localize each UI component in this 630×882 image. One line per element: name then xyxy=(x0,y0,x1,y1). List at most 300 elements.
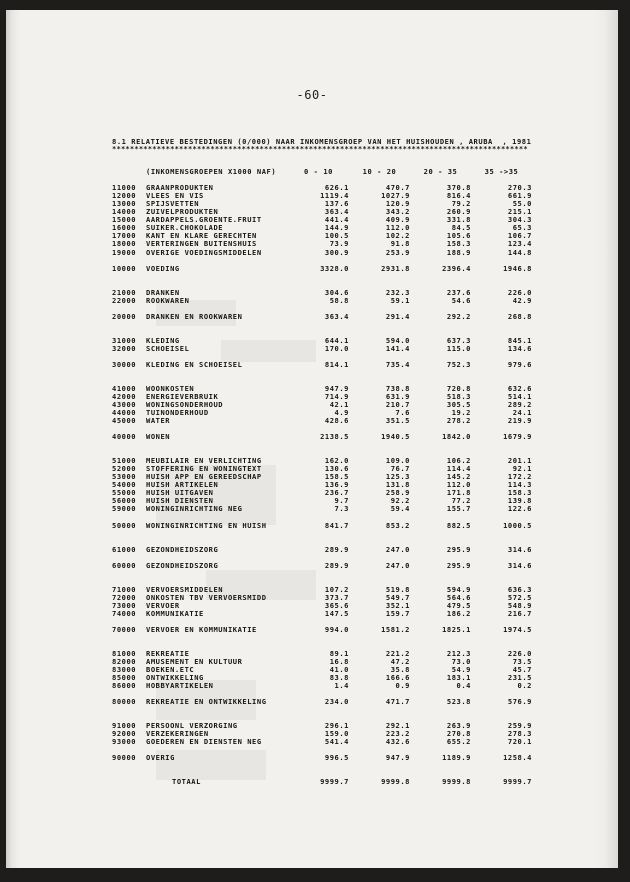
total-code-spacer xyxy=(112,778,146,786)
row-value-3: 278.3 xyxy=(507,729,532,739)
row-label: SPIJSVETTEN xyxy=(146,199,200,209)
row-value-2: 752.3 xyxy=(446,359,471,369)
row-label: VERVOERSMIDDELEN xyxy=(146,584,224,594)
row-value-0: 947.9 xyxy=(324,383,349,393)
row-value-0: 4.9 xyxy=(334,408,349,418)
row-value-0: 373.7 xyxy=(324,592,349,602)
row-value-1: 7.6 xyxy=(395,408,410,418)
row-label: AMUSEMENT EN KULTUUR xyxy=(146,656,243,666)
row-value-1: 232.3 xyxy=(385,287,410,297)
row-code: 50000 xyxy=(112,520,137,530)
row-value-1: 92.2 xyxy=(390,496,410,506)
row-code: 13000 xyxy=(112,199,137,209)
header-code-spacer xyxy=(112,168,146,176)
row-value-1: 1581.2 xyxy=(381,624,410,634)
row-code: 92000 xyxy=(112,729,137,739)
row-label: STOFFERING EN WONINGTEXT xyxy=(146,464,262,474)
table-row-subtotal xyxy=(112,361,532,369)
table-header-row xyxy=(112,168,532,176)
row-code: 91000 xyxy=(112,721,137,731)
row-value-2: 1842.0 xyxy=(442,432,471,442)
row-label: GOEDEREN EN DIENSTEN NEG xyxy=(146,737,262,747)
table-row xyxy=(112,249,532,257)
row-code: 82000 xyxy=(112,656,137,666)
row-code: 74000 xyxy=(112,608,137,618)
page-content xyxy=(6,10,618,868)
row-value-2: 720.8 xyxy=(446,383,471,393)
row-label: KLEDING EN SCHOEISEL xyxy=(146,359,243,369)
total-value-0: 9999.7 xyxy=(320,777,349,787)
row-value-0: 137.6 xyxy=(324,199,349,209)
row-value-3: 73.5 xyxy=(512,656,532,666)
row-code: 71000 xyxy=(112,584,137,594)
row-value-3: 122.6 xyxy=(507,504,532,514)
row-value-2: 186.2 xyxy=(446,608,471,618)
row-value-0: 814.1 xyxy=(324,359,349,369)
table-row-subtotal xyxy=(112,698,532,706)
row-value-2: 84.5 xyxy=(451,223,471,233)
row-value-3: 42.9 xyxy=(512,295,532,305)
row-value-3: 24.1 xyxy=(512,408,532,418)
row-value-2: 145.2 xyxy=(446,472,471,482)
row-value-2: 305.5 xyxy=(446,399,471,409)
row-code: 41000 xyxy=(112,383,137,393)
row-value-1: 631.9 xyxy=(385,391,410,401)
row-value-3: 1000.5 xyxy=(503,520,532,530)
row-label: WOONKOSTEN xyxy=(146,383,195,393)
table-row-subtotal xyxy=(112,562,532,570)
row-value-1: 471.7 xyxy=(385,697,410,707)
row-value-1: 253.9 xyxy=(385,247,410,257)
row-value-0: 304.6 xyxy=(324,287,349,297)
row-value-0: 1.4 xyxy=(334,681,349,691)
row-value-1: 343.2 xyxy=(385,207,410,217)
row-code: 42000 xyxy=(112,391,137,401)
row-value-2: 594.9 xyxy=(446,584,471,594)
row-value-2: 54.9 xyxy=(451,664,471,674)
row-label: VERVOER xyxy=(146,600,180,610)
row-value-2: 114.4 xyxy=(446,464,471,474)
row-value-0: 541.4 xyxy=(324,737,349,747)
row-code: 55000 xyxy=(112,488,137,498)
row-value-0: 107.2 xyxy=(324,584,349,594)
row-code: 72000 xyxy=(112,592,137,602)
column-header-1: 10 - 20 xyxy=(362,167,397,177)
row-value-0: 7.3 xyxy=(334,504,349,514)
row-label: ONTWIKKELING xyxy=(146,673,204,683)
row-value-1: 292.1 xyxy=(385,721,410,731)
row-label: KANT EN KLARE GERECHTEN xyxy=(146,231,257,241)
row-code: 80000 xyxy=(112,697,137,707)
row-value-0: 83.8 xyxy=(329,673,349,683)
row-value-3: 289.2 xyxy=(507,399,532,409)
row-value-3: 576.9 xyxy=(507,697,532,707)
row-spacer xyxy=(112,530,532,546)
row-value-2: 106.2 xyxy=(446,456,471,466)
row-value-2: 54.6 xyxy=(451,295,471,305)
row-spacer xyxy=(112,570,532,586)
row-code: 93000 xyxy=(112,737,137,747)
row-code: 83000 xyxy=(112,664,137,674)
column-header-3: 35 ->35 xyxy=(484,167,519,177)
row-code: 30000 xyxy=(112,359,137,369)
row-value-0: 1119.4 xyxy=(320,191,349,201)
row-label: HUISH UITGAVEN xyxy=(146,488,214,498)
row-value-0: 441.4 xyxy=(324,215,349,225)
row-value-1: 141.4 xyxy=(385,343,410,353)
column-header-0: 0 - 10 xyxy=(304,167,333,177)
row-label: MEUBILAIR EN VERLICHTING xyxy=(146,456,262,466)
row-label: HUISH APP EN GEREEDSCHAP xyxy=(146,472,262,482)
page-number: -60- xyxy=(296,88,328,102)
row-value-3: 226.0 xyxy=(507,648,532,658)
total-value-3: 9999.7 xyxy=(503,777,532,787)
row-value-1: 258.9 xyxy=(385,488,410,498)
row-value-1: 210.7 xyxy=(385,399,410,409)
row-value-2: 295.9 xyxy=(446,544,471,554)
row-value-2: 212.3 xyxy=(446,648,471,658)
row-value-2: 655.2 xyxy=(446,737,471,747)
row-code: 61000 xyxy=(112,544,137,554)
row-value-2: 882.5 xyxy=(446,520,471,530)
row-value-2: 112.0 xyxy=(446,480,471,490)
column-header-2: 20 - 35 xyxy=(423,167,458,177)
row-label: VERZEKERINGEN xyxy=(146,729,209,739)
row-value-1: 247.0 xyxy=(385,560,410,570)
row-value-1: 1940.5 xyxy=(381,432,410,442)
row-label: VLEES EN VIS xyxy=(146,191,204,201)
report-body xyxy=(112,138,582,786)
row-value-1: 159.7 xyxy=(385,608,410,618)
row-value-1: 0.9 xyxy=(395,681,410,691)
row-code: 32000 xyxy=(112,343,137,353)
row-value-0: 994.0 xyxy=(324,624,349,634)
row-code: 22000 xyxy=(112,295,137,305)
row-code: 70000 xyxy=(112,624,137,634)
row-value-0: 158.5 xyxy=(324,472,349,482)
row-label: WONEN xyxy=(146,432,171,442)
row-value-2: 115.0 xyxy=(446,343,471,353)
row-value-3: 231.5 xyxy=(507,673,532,683)
row-code: 14000 xyxy=(112,207,137,217)
row-value-3: 845.1 xyxy=(507,335,532,345)
row-value-3: 219.9 xyxy=(507,416,532,426)
row-label: SUIKER.CHOKOLADE xyxy=(146,223,224,233)
row-value-1: 47.2 xyxy=(390,656,410,666)
row-value-1: 853.2 xyxy=(385,520,410,530)
row-value-2: 292.2 xyxy=(446,311,471,321)
document-page xyxy=(6,10,618,868)
row-value-2: 73.0 xyxy=(451,656,471,666)
row-value-0: 626.1 xyxy=(324,183,349,193)
row-value-1: 125.3 xyxy=(385,472,410,482)
row-spacer xyxy=(112,762,532,778)
table-row xyxy=(112,505,532,513)
row-value-3: 106.7 xyxy=(507,231,532,241)
row-code: 12000 xyxy=(112,191,137,201)
row-value-3: 314.6 xyxy=(507,544,532,554)
table-row-subtotal xyxy=(112,313,532,321)
row-value-3: 215.1 xyxy=(507,207,532,217)
row-value-0: 234.0 xyxy=(324,697,349,707)
title-rule: ********************************************************************************************* xyxy=(112,145,528,154)
row-value-0: 170.0 xyxy=(324,343,349,353)
row-code: 85000 xyxy=(112,673,137,683)
row-code: 59000 xyxy=(112,504,137,514)
row-value-0: 296.1 xyxy=(324,721,349,731)
row-value-0: 58.8 xyxy=(329,295,349,305)
table-row-subtotal xyxy=(112,626,532,634)
row-label: TUINONDERHOUD xyxy=(146,408,209,418)
row-value-3: 134.6 xyxy=(507,343,532,353)
row-value-2: 518.3 xyxy=(446,391,471,401)
row-code: 54000 xyxy=(112,480,137,490)
income-group-header: (INKOMENSGROEPEN X1000 NAF) xyxy=(146,167,277,177)
row-code: 21000 xyxy=(112,287,137,297)
row-value-2: 260.9 xyxy=(446,207,471,217)
row-code: 45000 xyxy=(112,416,137,426)
row-value-2: 1189.9 xyxy=(442,753,471,763)
row-value-1: 351.5 xyxy=(385,416,410,426)
row-value-2: 1825.1 xyxy=(442,624,471,634)
row-code: 20000 xyxy=(112,311,137,321)
row-value-1: 352.1 xyxy=(385,600,410,610)
row-value-0: 144.9 xyxy=(324,223,349,233)
row-value-2: 237.6 xyxy=(446,287,471,297)
row-value-1: 409.9 xyxy=(385,215,410,225)
row-code: 40000 xyxy=(112,432,137,442)
row-value-1: 221.2 xyxy=(385,648,410,658)
row-value-1: 594.0 xyxy=(385,335,410,345)
table-row xyxy=(112,345,532,353)
row-spacer xyxy=(112,321,532,337)
row-value-1: 35.8 xyxy=(390,664,410,674)
row-value-1: 291.4 xyxy=(385,311,410,321)
row-label: ONKOSTEN TBV VERVOERSMIDD xyxy=(146,592,267,602)
row-label: OVERIG xyxy=(146,753,175,763)
row-value-1: 59.1 xyxy=(390,295,410,305)
row-value-0: 41.0 xyxy=(329,664,349,674)
row-value-3: 144.8 xyxy=(507,247,532,257)
row-value-1: 131.8 xyxy=(385,480,410,490)
row-value-3: 636.3 xyxy=(507,584,532,594)
row-value-1: 549.7 xyxy=(385,592,410,602)
row-spacer xyxy=(112,273,532,289)
row-value-0: 136.9 xyxy=(324,480,349,490)
row-code: 51000 xyxy=(112,456,137,466)
row-value-0: 73.9 xyxy=(329,239,349,249)
row-value-3: 0.2 xyxy=(517,681,532,691)
row-value-0: 300.9 xyxy=(324,247,349,257)
row-label: HUISH ARTIKELEN xyxy=(146,480,219,490)
row-value-0: 714.9 xyxy=(324,391,349,401)
row-code: 44000 xyxy=(112,408,137,418)
row-label: OVERIGE VOEDINGSMIDDELEN xyxy=(146,247,262,257)
row-value-0: 363.4 xyxy=(324,311,349,321)
row-value-3: 632.6 xyxy=(507,383,532,393)
row-label: ZUIVELPRODUKTEN xyxy=(146,207,219,217)
table-row xyxy=(112,682,532,690)
row-value-3: 314.6 xyxy=(507,560,532,570)
total-value-2: 9999.8 xyxy=(442,777,471,787)
row-spacer xyxy=(112,706,532,722)
row-label: GEZONDHEIDSZORG xyxy=(146,544,219,554)
row-label: REKREATIE xyxy=(146,648,190,658)
table-row-subtotal xyxy=(112,433,532,441)
row-value-0: 236.7 xyxy=(324,488,349,498)
row-value-3: 1974.5 xyxy=(503,624,532,634)
row-code: 17000 xyxy=(112,231,137,241)
table-row xyxy=(112,610,532,618)
row-value-0: 9.7 xyxy=(334,496,349,506)
row-value-2: 183.1 xyxy=(446,673,471,683)
table-row xyxy=(112,417,532,425)
table-row-subtotal xyxy=(112,754,532,762)
row-spacer xyxy=(112,634,532,650)
row-label: DRANKEN EN ROOKWAREN xyxy=(146,311,243,321)
row-value-0: 159.0 xyxy=(324,729,349,739)
row-value-3: 514.1 xyxy=(507,391,532,401)
row-value-2: 19.2 xyxy=(451,408,471,418)
row-code: 15000 xyxy=(112,215,137,225)
row-value-3: 55.0 xyxy=(512,199,532,209)
row-label: WATER xyxy=(146,416,171,426)
row-code: 10000 xyxy=(112,263,137,273)
row-label: VERTERINGEN BUITENSHUIS xyxy=(146,239,257,249)
expenditure-table xyxy=(112,168,532,786)
row-value-2: 278.2 xyxy=(446,416,471,426)
row-code: 53000 xyxy=(112,472,137,482)
row-value-0: 2138.5 xyxy=(320,432,349,442)
row-label: ROOKWAREN xyxy=(146,295,190,305)
row-value-3: 661.9 xyxy=(507,191,532,201)
row-code: 90000 xyxy=(112,753,137,763)
row-value-2: 564.6 xyxy=(446,592,471,602)
row-label: AARDAPPELS.GROENTE.FRUIT xyxy=(146,215,262,225)
row-value-2: 155.7 xyxy=(446,504,471,514)
total-value-1: 9999.8 xyxy=(381,777,410,787)
row-value-0: 147.5 xyxy=(324,608,349,618)
row-code: 43000 xyxy=(112,399,137,409)
row-value-1: 432.6 xyxy=(385,737,410,747)
row-value-3: 720.1 xyxy=(507,737,532,747)
row-label: REKREATIE EN ONTWIKKELING xyxy=(146,697,267,707)
row-value-3: 172.2 xyxy=(507,472,532,482)
row-value-3: 979.6 xyxy=(507,359,532,369)
row-value-0: 996.5 xyxy=(324,753,349,763)
row-value-2: 295.9 xyxy=(446,560,471,570)
row-code: 16000 xyxy=(112,223,137,233)
row-value-2: 370.8 xyxy=(446,183,471,193)
row-code: 11000 xyxy=(112,183,137,193)
row-spacer xyxy=(112,369,532,385)
row-value-0: 365.6 xyxy=(324,600,349,610)
row-value-2: 79.2 xyxy=(451,199,471,209)
row-value-2: 2396.4 xyxy=(442,263,471,273)
row-value-1: 2931.8 xyxy=(381,263,410,273)
row-value-0: 162.0 xyxy=(324,456,349,466)
row-value-0: 363.4 xyxy=(324,207,349,217)
row-value-1: 76.7 xyxy=(390,464,410,474)
row-label: BOEKEN.ETC xyxy=(146,664,195,674)
row-label: DRANKEN xyxy=(146,287,180,297)
row-label: VERVOER EN KOMMUNIKATIE xyxy=(146,624,257,634)
row-label: KLEDING xyxy=(146,335,180,345)
row-code: 56000 xyxy=(112,496,137,506)
row-value-0: 42.1 xyxy=(329,399,349,409)
row-value-2: 171.8 xyxy=(446,488,471,498)
row-code: 18000 xyxy=(112,239,137,249)
row-value-0: 130.6 xyxy=(324,464,349,474)
row-value-3: 92.1 xyxy=(512,464,532,474)
row-label: HUISH DIENSTEN xyxy=(146,496,214,506)
row-code: 19000 xyxy=(112,247,137,257)
row-label: WONINGSONDERHOUD xyxy=(146,399,224,409)
row-value-3: 259.9 xyxy=(507,721,532,731)
row-value-2: 263.9 xyxy=(446,721,471,731)
row-label: ENERGIEVERBRUIK xyxy=(146,391,219,401)
row-value-1: 223.2 xyxy=(385,729,410,739)
row-value-2: 77.2 xyxy=(451,496,471,506)
row-value-0: 100.5 xyxy=(324,231,349,241)
row-value-2: 188.9 xyxy=(446,247,471,257)
row-value-1: 735.4 xyxy=(385,359,410,369)
row-value-0: 841.7 xyxy=(324,520,349,530)
row-value-2: 523.8 xyxy=(446,697,471,707)
row-value-3: 270.3 xyxy=(507,183,532,193)
table-row-subtotal xyxy=(112,522,532,530)
row-value-3: 304.3 xyxy=(507,215,532,225)
row-value-1: 519.8 xyxy=(385,584,410,594)
row-code: 52000 xyxy=(112,464,137,474)
row-label: WONINGINRICHTING EN HUISH xyxy=(146,520,267,530)
row-value-3: 572.5 xyxy=(507,592,532,602)
row-value-2: 331.8 xyxy=(446,215,471,225)
row-label: VOEDING xyxy=(146,263,180,273)
row-value-3: 216.7 xyxy=(507,608,532,618)
row-value-1: 247.0 xyxy=(385,544,410,554)
row-value-3: 158.3 xyxy=(507,488,532,498)
row-value-0: 16.8 xyxy=(329,656,349,666)
row-value-1: 1027.9 xyxy=(381,191,410,201)
row-value-3: 45.7 xyxy=(512,664,532,674)
row-value-2: 479.5 xyxy=(446,600,471,610)
report-title: 8.1 RELATIEVE BESTEDINGEN (0/000) NAAR INKOMENSGROEP VAN HET HUISHOUDEN , ARUBA , 1981 xyxy=(112,137,532,146)
row-value-0: 644.1 xyxy=(324,335,349,345)
row-code: 86000 xyxy=(112,681,137,691)
row-value-3: 268.8 xyxy=(507,311,532,321)
row-code: 73000 xyxy=(112,600,137,610)
row-value-3: 1258.4 xyxy=(503,753,532,763)
row-value-1: 947.9 xyxy=(385,753,410,763)
row-value-2: 0.4 xyxy=(456,681,471,691)
row-code: 60000 xyxy=(112,560,137,570)
row-value-1: 112.0 xyxy=(385,223,410,233)
table-row-subtotal xyxy=(112,265,532,273)
row-value-3: 139.8 xyxy=(507,496,532,506)
row-value-3: 1946.8 xyxy=(503,263,532,273)
row-value-1: 738.8 xyxy=(385,383,410,393)
row-value-2: 105.6 xyxy=(446,231,471,241)
row-value-0: 289.9 xyxy=(324,560,349,570)
row-value-3: 114.3 xyxy=(507,480,532,490)
row-value-3: 548.9 xyxy=(507,600,532,610)
row-label: WONINGINRICHTING NEG xyxy=(146,504,243,514)
row-value-3: 1679.9 xyxy=(503,432,532,442)
row-value-3: 65.3 xyxy=(512,223,532,233)
row-value-2: 816.4 xyxy=(446,191,471,201)
row-label: HOBBYARTIKELEN xyxy=(146,681,214,691)
